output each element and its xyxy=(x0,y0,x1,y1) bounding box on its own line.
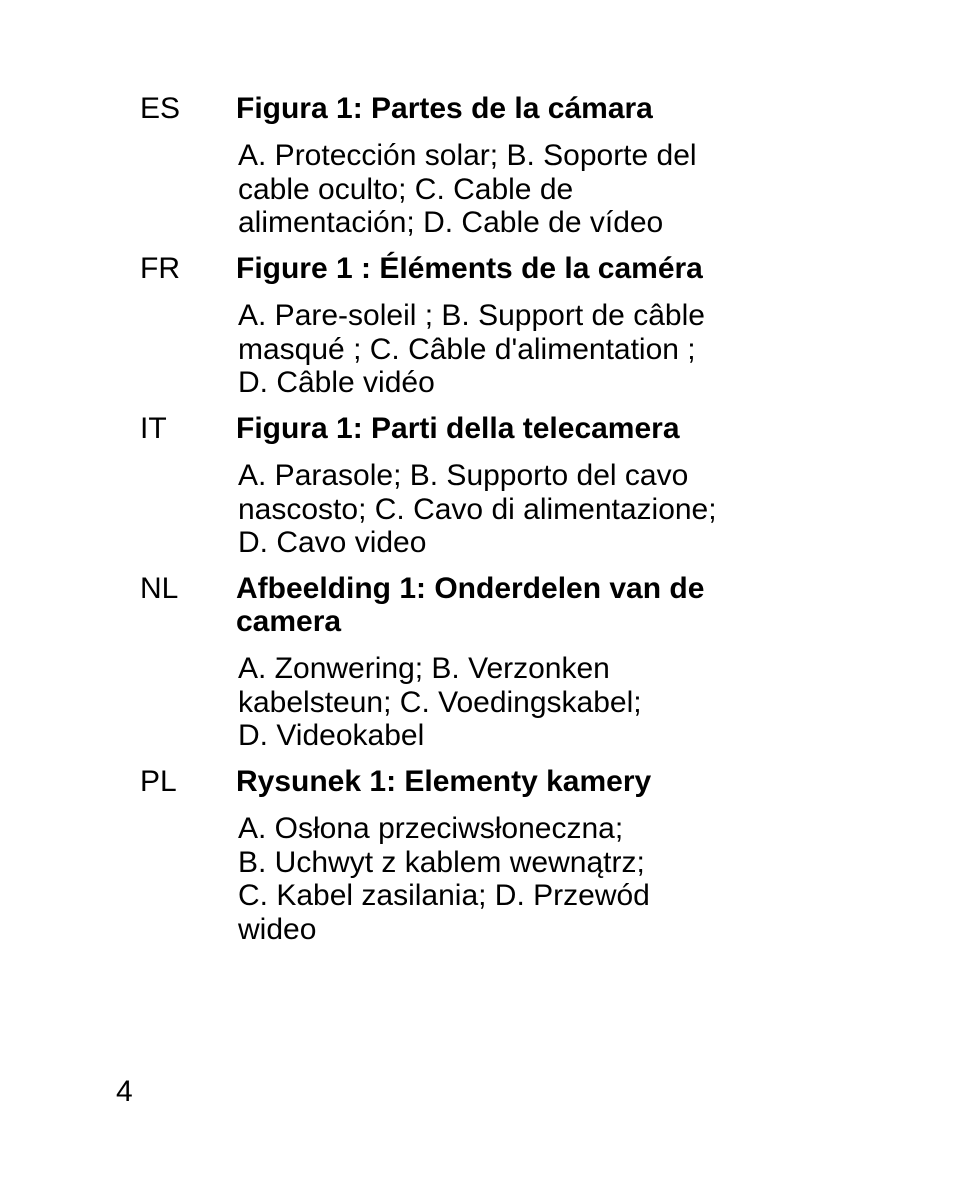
language-code: ES xyxy=(140,92,181,125)
figure-description: A. Osłona przeciwsłoneczna; B. Uchwyt z kablem wewnątrz; C. Kabel zasilania; D. Przewód wideo xyxy=(238,812,650,946)
figure-title: Figura 1: Parti della telecamera xyxy=(236,412,680,445)
figure-title: Afbeelding 1: Onderdelen van de camera xyxy=(236,572,705,638)
figure-description: A. Parasole; B. Supporto del cavo nascosto; C. Cavo di alimentazione; D. Cavo video xyxy=(238,459,717,559)
figure-description: A. Protección solar; B. Soporte del cable oculto; C. Cable de alimentación; D. Cable de vídeo xyxy=(238,139,697,239)
figure-title: Figura 1: Partes de la cámara xyxy=(236,92,653,125)
figure-title: Rysunek 1: Elementy kamery xyxy=(236,765,652,798)
page-number: 4 xyxy=(116,1075,133,1108)
figure-title: Figure 1 : Éléments de la caméra xyxy=(236,252,703,285)
language-code: IT xyxy=(140,412,167,445)
language-code: PL xyxy=(140,765,177,798)
language-code: NL xyxy=(140,572,179,605)
figure-description: A. Pare-soleil ; B. Support de câble masqué ; C. Câble d'alimentation ; D. Câble vidéo xyxy=(238,299,705,399)
language-code: FR xyxy=(140,252,180,285)
figure-description: A. Zonwering; B. Verzonken kabelsteun; C. Voedingskabel; D. Videokabel xyxy=(238,652,642,752)
